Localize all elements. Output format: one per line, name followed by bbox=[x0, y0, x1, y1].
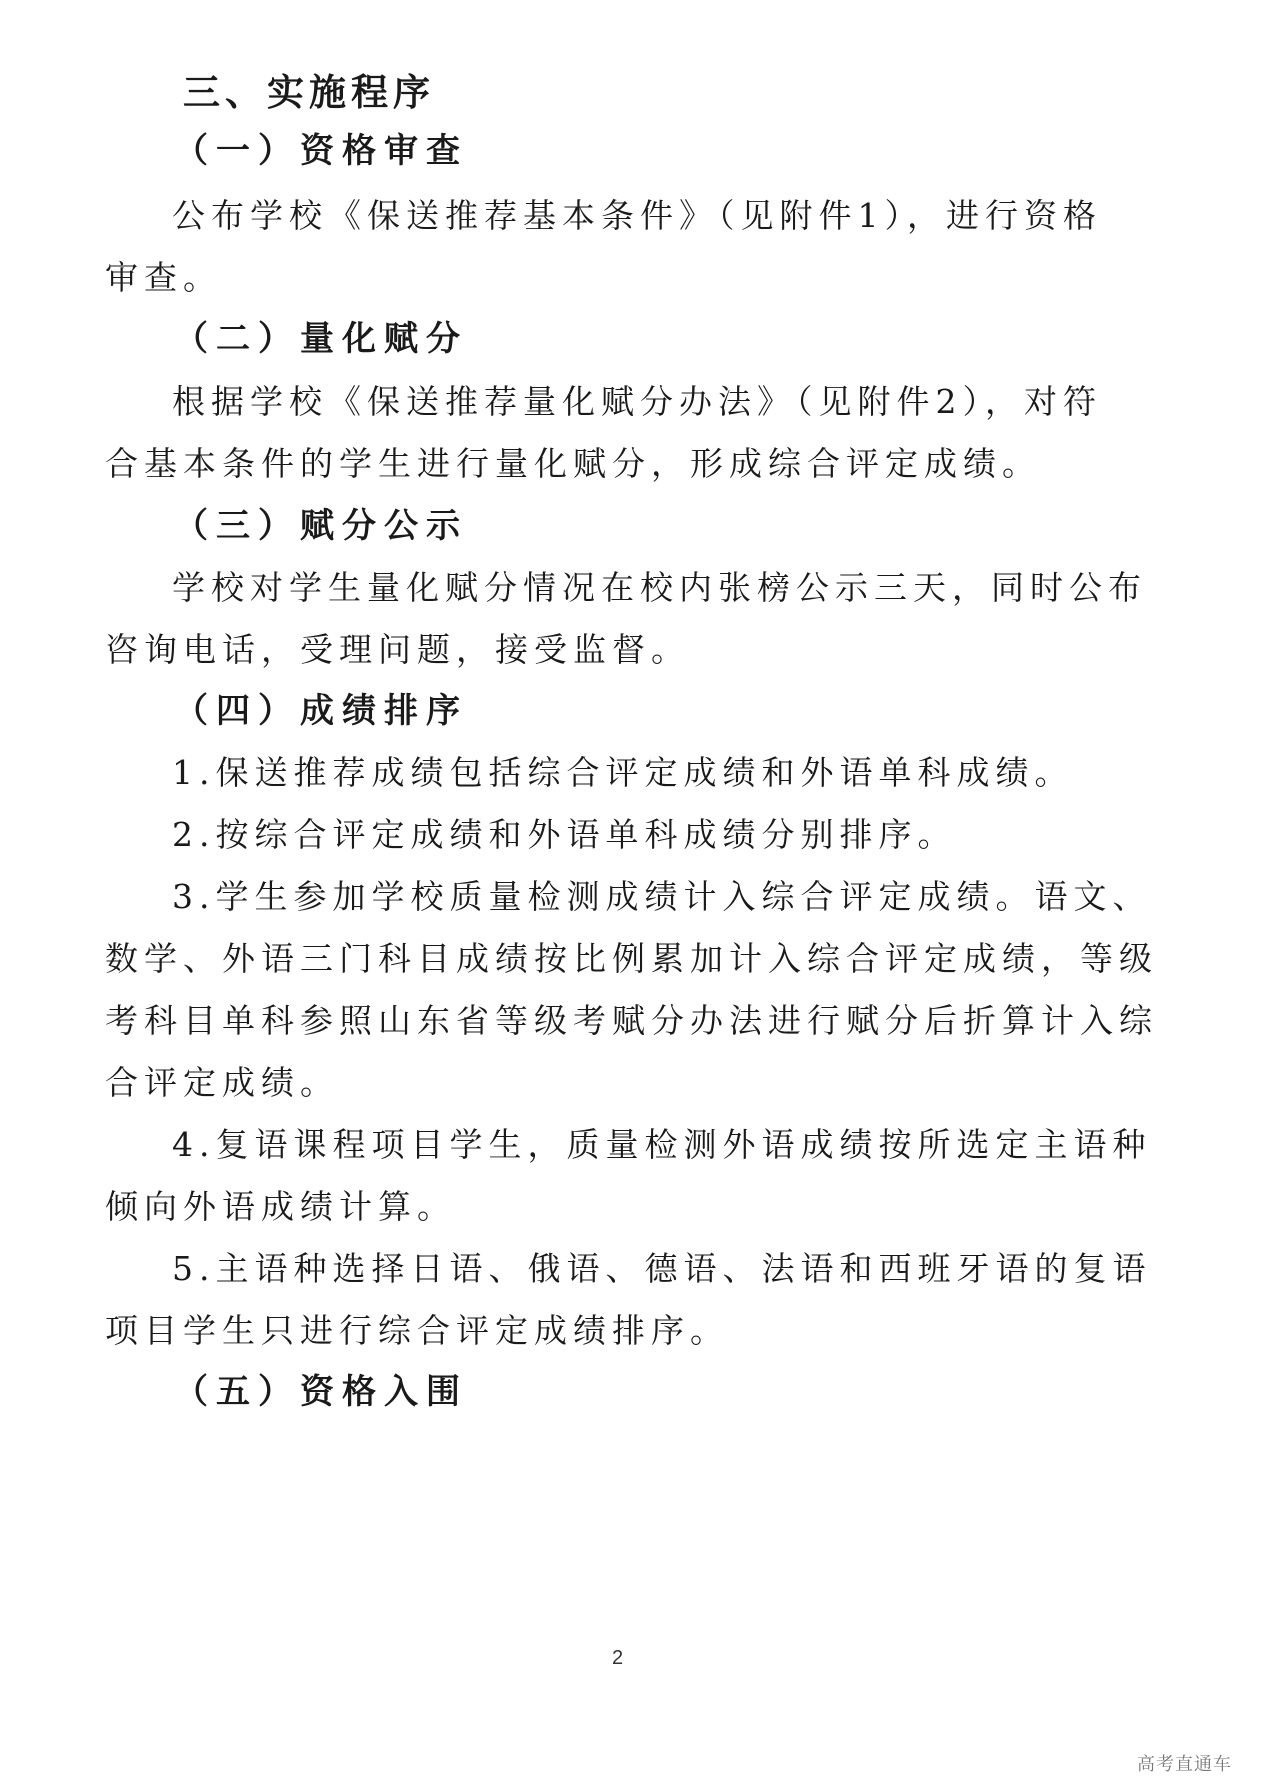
subsection-heading-5: （五）资格入围 bbox=[174, 1372, 468, 1412]
paragraph-line: 3.学生参加学校质量检测成绩计入综合评定成绩。语文、 bbox=[172, 877, 1152, 916]
section-title: 三、实施程序 bbox=[183, 71, 435, 114]
paragraph-line: 合评定成绩。 bbox=[105, 1063, 339, 1102]
paragraph-line: 审查。 bbox=[105, 258, 222, 297]
paragraph-line: 倾向外语成绩计算。 bbox=[105, 1187, 456, 1226]
page-number: 2 bbox=[612, 1647, 624, 1669]
subsection-heading-1: （一）资格审查 bbox=[174, 131, 468, 171]
paragraph-line: 合基本条件的学生进行量化赋分，形成综合评定成绩。 bbox=[105, 444, 1041, 483]
subsection-heading-3: （三）赋分公示 bbox=[174, 506, 468, 546]
paragraph-line: 4.复语课程项目学生，质量检测外语成绩按所选定主语种 bbox=[172, 1125, 1152, 1164]
watermark: 高考直通车 bbox=[1137, 1754, 1232, 1774]
paragraph-line: 数学、外语三门科目成绩按比例累加计入综合评定成绩，等级 bbox=[105, 939, 1158, 978]
subsection-heading-4: （四）成绩排序 bbox=[174, 691, 468, 731]
paragraph-line: 咨询电话，受理问题，接受监督。 bbox=[105, 630, 690, 669]
paragraph-line: 2.按综合评定成绩和外语单科成绩分别排序。 bbox=[172, 815, 957, 854]
paragraph-line: 项目学生只进行综合评定成绩排序。 bbox=[105, 1311, 729, 1350]
paragraph-line: 根据学校《保送推荐量化赋分办法》（见附件2），对符 bbox=[172, 382, 1102, 421]
paragraph-line: 5.主语种选择日语、俄语、德语、法语和西班牙语的复语 bbox=[172, 1249, 1152, 1288]
paragraph-line: 学校对学生量化赋分情况在校内张榜公示三天，同时公布 bbox=[172, 568, 1147, 607]
paragraph-line: 公布学校《保送推荐基本条件》（见附件1），进行资格 bbox=[172, 196, 1102, 235]
subsection-heading-2: （二）量化赋分 bbox=[174, 319, 468, 359]
paragraph-line: 1.保送推荐成绩包括综合评定成绩和外语单科成绩。 bbox=[172, 753, 1074, 792]
paragraph-line: 考科目单科参照山东省等级考赋分办法进行赋分后折算计入综 bbox=[105, 1001, 1158, 1040]
